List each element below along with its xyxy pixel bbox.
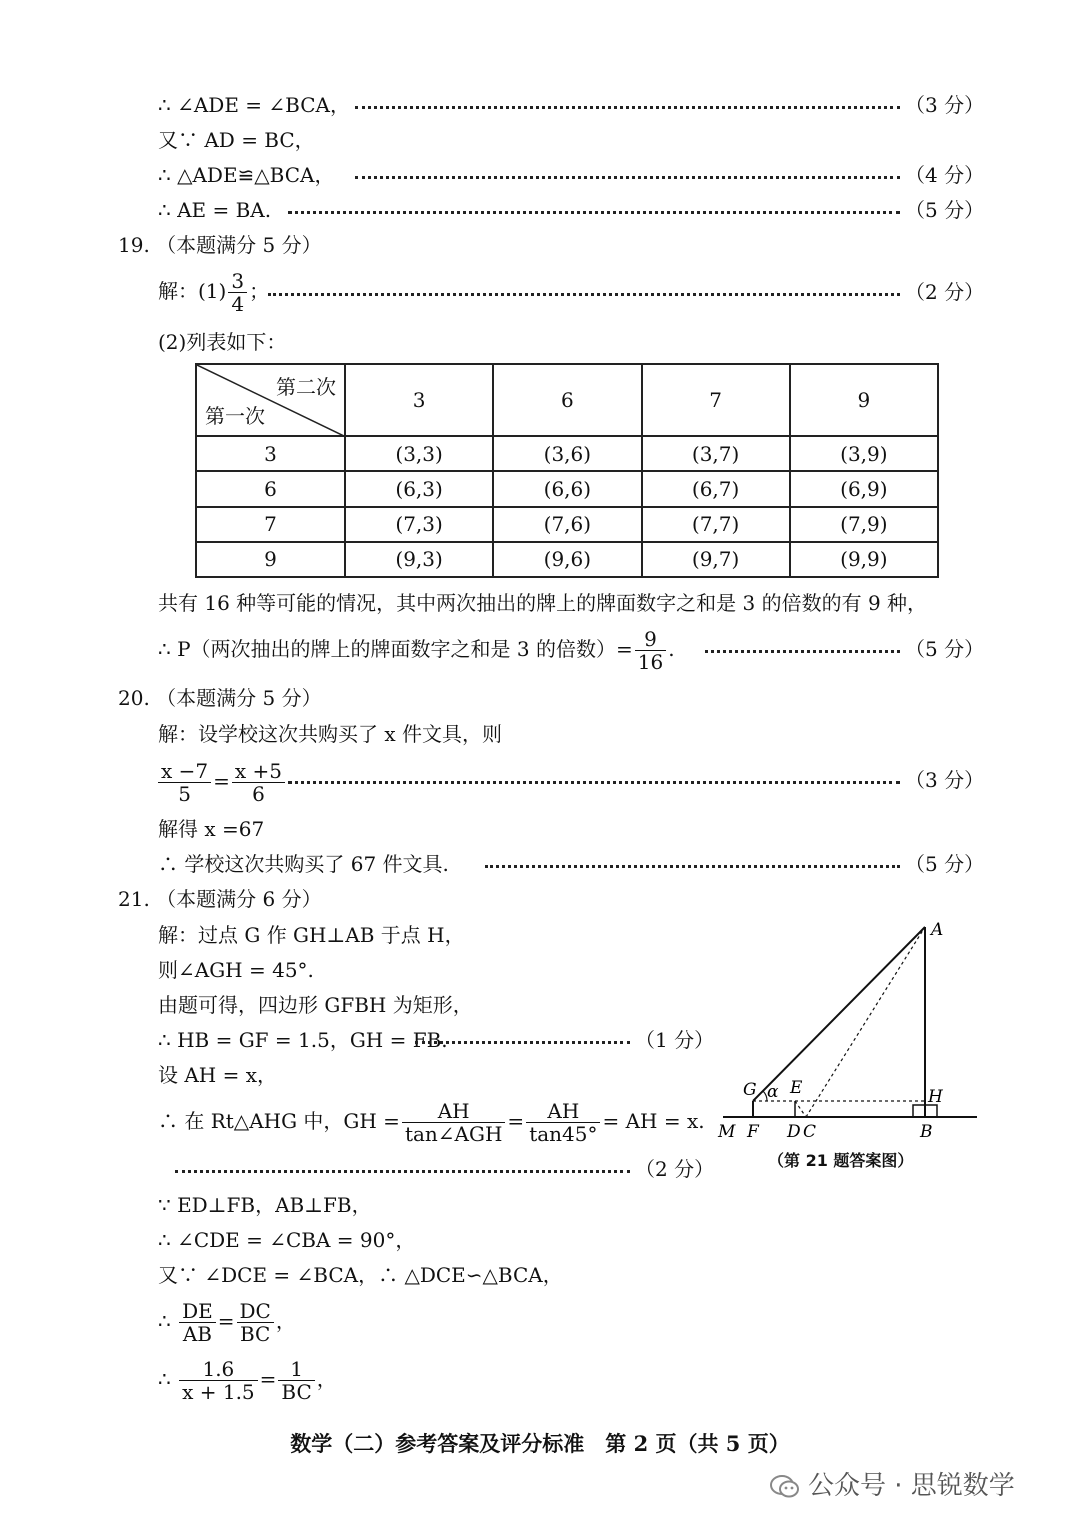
table-cell: (3,7)	[642, 436, 790, 471]
point-label-M: M	[718, 1122, 736, 1142]
fraction-numerator: x +5	[232, 760, 285, 783]
table-cell: (9,6)	[493, 542, 641, 577]
q21-line-6-suffix: = AH = x.	[602, 1109, 705, 1133]
q20-line-1: 解：设学校这次共购买了 x 件文具，则	[158, 722, 502, 746]
q21-line-2: 则∠AGH = 45°.	[158, 958, 314, 982]
table-cell: (7,7)	[642, 507, 790, 542]
score-label: （3 分）	[905, 768, 985, 792]
outcome-table	[195, 363, 939, 578]
table-cell: (3,9)	[790, 436, 938, 471]
q19-part1	[158, 268, 269, 315]
q21-line-10: 又∵ ∠DCE = ∠BCA，∴ △DCE∽△BCA，	[158, 1263, 563, 1287]
fraction-numerator: AH	[526, 1100, 600, 1123]
q19-probability	[158, 626, 675, 673]
q21-line-5: 设 AH = x，	[158, 1063, 277, 1087]
q18-line-1: ∴ ∠ADE = ∠BCA，	[158, 93, 350, 117]
table-cell: (3,6)	[493, 436, 641, 471]
score-label: （3 分）	[905, 93, 985, 117]
table-row	[196, 471, 938, 506]
fraction	[232, 760, 285, 805]
column-header: 9	[790, 364, 938, 436]
segment-GA	[753, 927, 925, 1101]
fraction-denominator: 6	[252, 782, 265, 806]
q20-header: 20. （本题满分 5 分）	[118, 686, 322, 710]
leader-dots	[355, 106, 900, 109]
equals-sign: =	[213, 769, 230, 793]
fraction-numerator: 3	[228, 270, 247, 293]
score-label: （5 分）	[905, 852, 985, 876]
fraction-denominator: BC	[239, 1322, 271, 1346]
q19-part1-suffix: ；	[249, 279, 270, 303]
point-label-F: F	[747, 1122, 759, 1142]
q21-line-6-prefix: ∴ 在 Rt△AHG 中，GH =	[158, 1109, 400, 1133]
page-footer: 数学（二）参考答案及评分标准 第 2 页（共 5 页）	[290, 1431, 790, 1456]
score-label: （1 分）	[635, 1028, 715, 1052]
fraction-numerator: 9	[635, 628, 666, 651]
leader-dots	[288, 211, 900, 214]
fraction-denominator: 4	[231, 292, 245, 316]
fraction	[402, 1100, 505, 1145]
q21-line-4: ∴ HB = GF = 1.5，GH = FB.	[158, 1028, 448, 1052]
column-header: 6	[493, 364, 641, 436]
fraction	[278, 1358, 314, 1403]
q21-line-9: ∴ ∠CDE = ∠CBA = 90°，	[158, 1228, 416, 1252]
q20-line-3: 解得 x =67	[158, 817, 265, 841]
table-cell: (6,9)	[790, 471, 938, 506]
leader-dots	[268, 293, 900, 296]
fraction-numerator: AH	[402, 1100, 505, 1123]
point-label-A: A	[931, 920, 944, 940]
fraction-denominator: 16	[637, 650, 664, 674]
q21-line-1: 解：过点 G 作 GH⊥AB 于点 H，	[158, 923, 465, 947]
leader-dots	[175, 1170, 630, 1173]
leader-dots	[288, 781, 900, 784]
point-label-E: E	[790, 1078, 803, 1098]
corner-label-first: 第一次	[205, 404, 265, 428]
angle-label-alpha: α	[767, 1082, 779, 1102]
table-cell: (9,7)	[642, 542, 790, 577]
score-label: （5 分）	[905, 637, 985, 661]
fraction-denominator: BC	[281, 1380, 312, 1404]
table-cell: (7,9)	[790, 507, 938, 542]
q18-line-4: ∴ AE = BA.	[158, 198, 272, 222]
q19-header: 19. （本题满分 5 分）	[118, 233, 322, 257]
table-cell: (9,9)	[790, 542, 938, 577]
segment-CA	[806, 927, 925, 1117]
corner-label-second: 第二次	[276, 375, 336, 399]
fraction-denominator: 5	[178, 782, 191, 806]
q21-line-11: ∴ $\frac{DE}{AB}$ = $\frac{DC}{BC}$ ，	[158, 1299, 296, 1346]
table-header-row	[196, 364, 938, 436]
column-header: 7	[642, 364, 790, 436]
figure-caption: （第 21 题答案图）	[768, 1151, 914, 1170]
q21-header: 21. （本题满分 6 分）	[118, 887, 322, 911]
fraction-numerator: x −7	[158, 760, 211, 783]
equals-sign: =	[507, 1109, 525, 1133]
fraction-denominator: AB	[182, 1322, 212, 1346]
fraction	[635, 628, 666, 673]
fraction	[179, 1300, 216, 1345]
table-cell: (7,6)	[493, 507, 641, 542]
leader-dots	[415, 1041, 630, 1044]
q21-line-8: ∵ ED⊥FB，AB⊥FB，	[158, 1193, 372, 1217]
table-row	[196, 507, 938, 542]
point-label-B: B	[920, 1122, 933, 1142]
fraction-denominator: tan∠AGH	[404, 1122, 503, 1146]
q21-line-6	[158, 1098, 705, 1145]
q19-part2: (2)列表如下：	[158, 330, 287, 354]
q21-line-12-suffix: ，	[316, 1367, 337, 1391]
q19-prob-prefix: ∴ P（两次抽出的牌上的牌面数字之和是 3 的倍数）=	[158, 637, 633, 661]
row-header: 6	[196, 471, 345, 506]
point-label-H: H	[928, 1087, 943, 1107]
wechat-icon	[770, 1474, 800, 1500]
q18-line-2: 又∵ AD = BC，	[158, 128, 315, 152]
column-header: 3	[345, 364, 493, 436]
fraction	[158, 760, 211, 805]
leader-dots	[355, 176, 900, 179]
right-angle-mark	[913, 1105, 925, 1117]
q21-line-3: 由题可得，四边形 GFBH 为矩形，	[158, 993, 473, 1017]
fraction-denominator: x + 1.5	[182, 1380, 255, 1404]
q20-line-4: ∴ 学校这次共购买了 67 件文具.	[158, 852, 449, 876]
table-cell: (9,3)	[345, 542, 493, 577]
fraction	[228, 270, 247, 315]
q21-geometry-figure	[715, 915, 985, 1145]
row-header: 3	[196, 436, 345, 471]
segment-EC	[795, 1101, 806, 1117]
leader-dots	[485, 865, 900, 868]
row-header: 7	[196, 507, 345, 542]
score-label: （2 分）	[635, 1157, 715, 1181]
q18-line-3: ∴ △ADE≌△BCA，	[158, 163, 335, 187]
q19-prob-suffix: .	[668, 637, 675, 661]
q19-part1-prefix: 解：(1)	[158, 279, 227, 303]
table-corner-cell	[196, 364, 345, 436]
fraction-numerator: 1	[278, 1358, 314, 1381]
fraction-denominator: tan45°	[529, 1122, 598, 1146]
table-row	[196, 436, 938, 471]
watermark	[770, 1465, 1015, 1502]
fraction	[237, 1300, 274, 1345]
q19-summary: 共有 16 种等可能的情况，其中两次抽出的牌上的牌面数字之和是 3 的倍数的有 9 种，	[158, 591, 928, 615]
leader-dots	[705, 650, 900, 653]
fraction-numerator: 1.6	[179, 1358, 258, 1381]
fraction	[179, 1358, 258, 1403]
fraction-numerator: DC	[237, 1300, 274, 1323]
score-label: （4 分）	[905, 163, 985, 187]
fraction	[526, 1100, 600, 1145]
watermark-text: 公众号 · 思锐数学	[808, 1471, 1015, 1501]
point-label-G: G	[743, 1080, 757, 1100]
table-cell: (3,3)	[345, 436, 493, 471]
q21-line-12: ∴ $\frac{1.6}{x + 1.5}$ = $\frac{1}{BC}$ ，	[158, 1357, 337, 1404]
fraction-numerator: DE	[179, 1300, 216, 1323]
score-label: （2 分）	[905, 280, 985, 304]
table-cell: (7,3)	[345, 507, 493, 542]
table-cell: (6,3)	[345, 471, 493, 506]
table-row	[196, 542, 938, 577]
score-label: （5 分）	[905, 198, 985, 222]
table-cell: (6,7)	[642, 471, 790, 506]
q20-equation	[156, 758, 287, 805]
table-cell: (6,6)	[493, 471, 641, 506]
row-header: 9	[196, 542, 345, 577]
point-label-C: C	[803, 1122, 817, 1142]
point-label-D: D	[787, 1122, 801, 1142]
q21-line-11-suffix: ，	[275, 1309, 296, 1333]
